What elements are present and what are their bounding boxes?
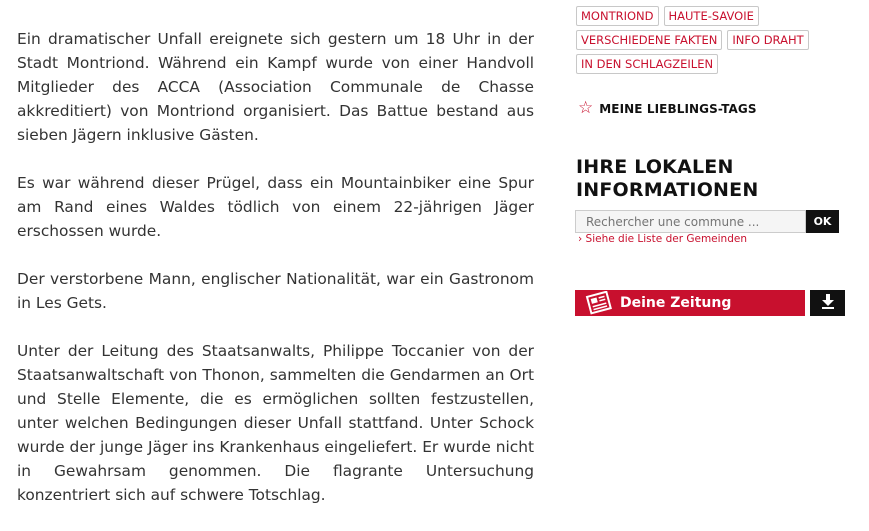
tag-verschiedene-fakten[interactable]: VERSCHIEDENE FAKTEN: [576, 30, 722, 50]
download-button[interactable]: [810, 290, 845, 316]
newspaper-button[interactable]: [575, 290, 805, 316]
commune-search-input[interactable]: [575, 210, 806, 233]
favorite-tags-label: MEINE LIEBLINGS-TAGS: [599, 101, 757, 116]
tag-in-den-schlagzeilen[interactable]: IN DEN SCHLAGZEILEN: [576, 54, 718, 74]
newspaper-label: Deine Zeitung: [620, 295, 732, 311]
newspaper-icon: [584, 290, 614, 316]
commune-search-ok-button[interactable]: OK: [806, 210, 839, 233]
tag-montriond[interactable]: MONTRIOND: [576, 6, 659, 26]
star-outline-icon: ☆: [578, 98, 594, 118]
tag-list: [576, 6, 856, 78]
favorite-tags-link[interactable]: [578, 100, 757, 117]
local-info-heading: [576, 156, 758, 202]
article-paragraph: Unter der Leitung des Staatsanwalts, Philippe Toccanier von der Staatsanwaltschaft von Thonon, sammelten die Gendarmen an Ort und Stelle Elemente, die es ermöglichen sollten festzustellen, unter welchen Bedingungen dieser Unfall stattfand. Unter Schock wurde der junge Jäger ins Krankenhaus eingeliefert. Er wurde nicht in Gewahrsam genommen. Die flagrante Untersuchung konzentriert sich auf schwere Totschlag.: [17, 342, 534, 504]
tag-haute-savoie[interactable]: HAUTE-SAVOIE: [664, 6, 759, 26]
article-paragraph: Ein dramatischer Unfall ereignete sich gestern um 18 Uhr in der Stadt Montriond. Während ein Kampf wurde von einer Handvoll Mitglieder des ACCA (Association Communale de Chasse akkreditiert) von Montriond organisiert. Das Battue bestand aus sieben Jägern inklusive Gästen.: [17, 30, 534, 144]
download-icon: [821, 293, 835, 313]
tag-info-draht[interactable]: INFO DRAHT: [727, 30, 808, 50]
article-paragraph: Der verstorbene Mann, englischer Nationalität, war ein Gastronom in Les Gets.: [17, 270, 534, 312]
communes-list-link[interactable]: › Siehe die Liste der Gemeinden: [578, 233, 747, 245]
local-info-heading-line2: INFORMATIONEN: [576, 179, 759, 201]
commune-search: [575, 210, 839, 233]
local-info-heading-line1: IHRE LOKALEN: [576, 156, 734, 178]
article-paragraph: Es war während dieser Prügel, dass ein Mountainbiker eine Spur am Rand eines Waldes tödlich von einem 22-jährigen Jäger erschossen wurde.: [17, 174, 534, 240]
article-body: [17, 27, 534, 531]
